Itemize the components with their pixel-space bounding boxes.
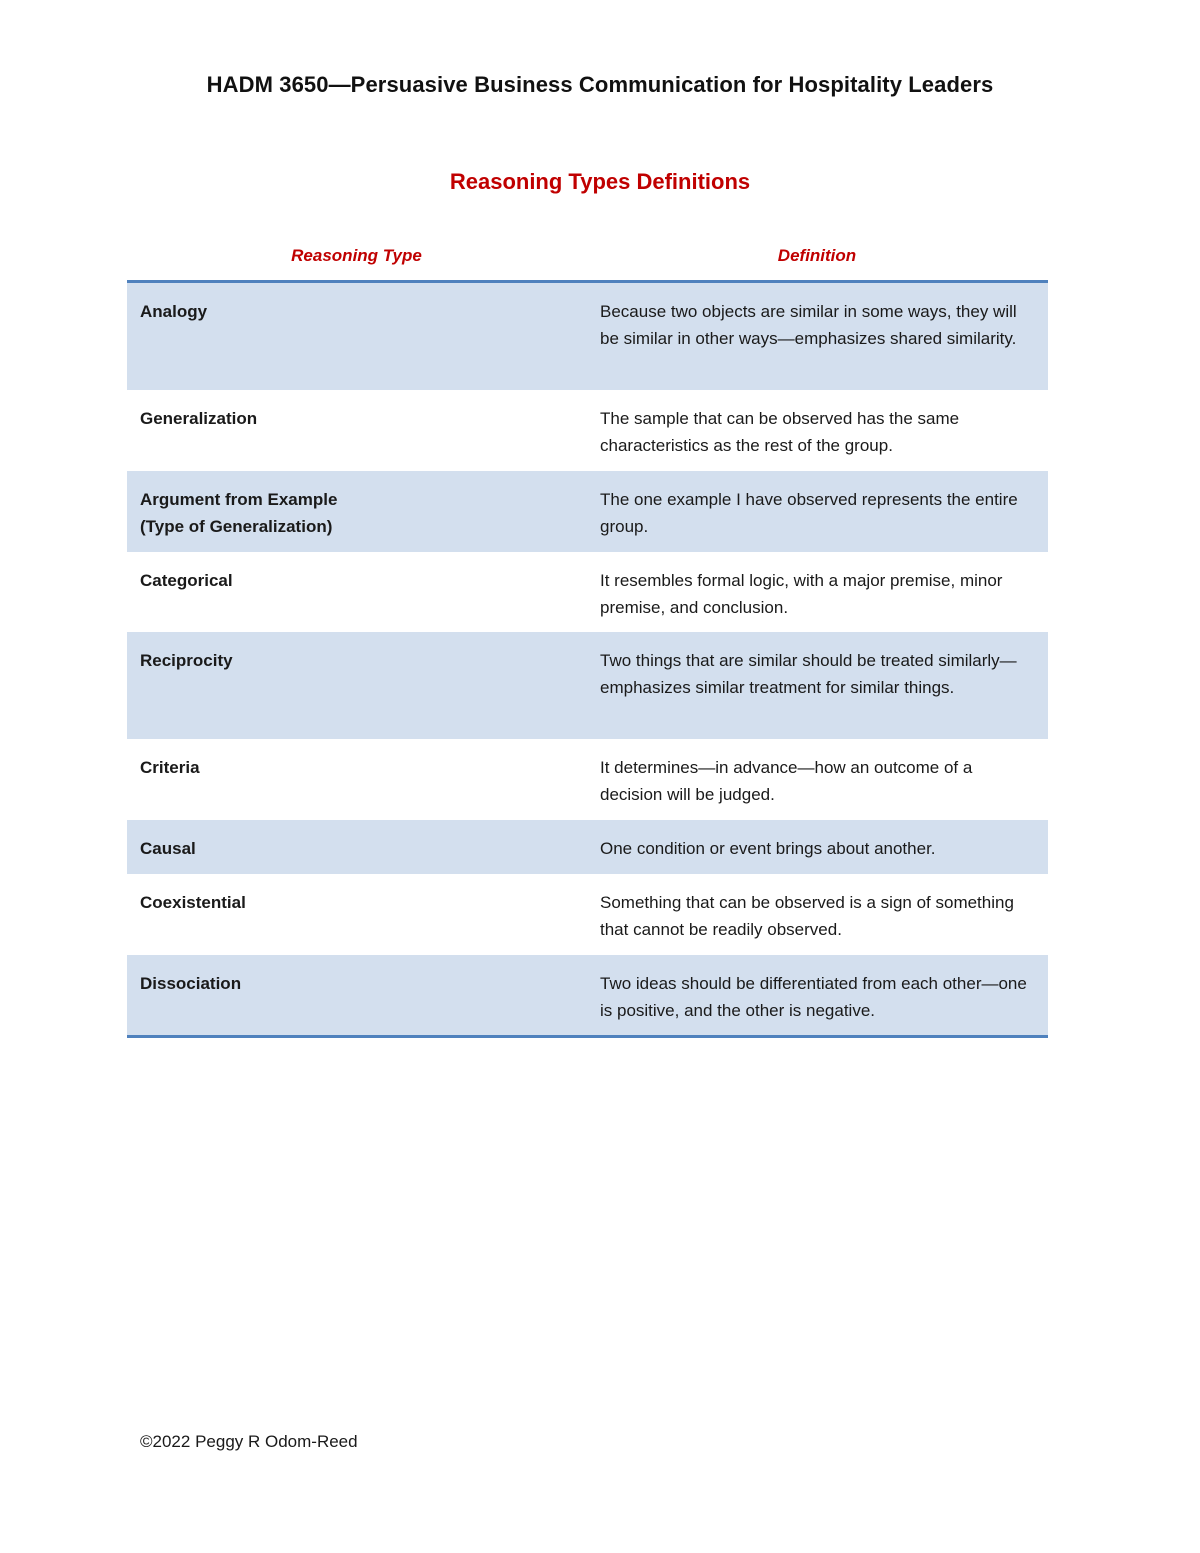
- table-row: [127, 552, 1048, 632]
- table-row: [127, 471, 1048, 552]
- reasoning-type-name: Dissociation: [140, 974, 242, 993]
- document-title: HADM 3650—Persuasive Business Communication for Hospitality Leaders: [206, 72, 994, 97]
- column-header-reasoning-type: Reasoning Type: [127, 232, 586, 282]
- copyright-footer: ©2022 Peggy R Odom-Reed: [140, 1432, 358, 1451]
- definition-cell: The one example I have observed represents the entire group.: [586, 471, 1048, 552]
- definition-cell: It determines—in advance—how an outcome of a decision will be judged.: [600, 758, 973, 804]
- reasoning-type-cell: [127, 632, 586, 739]
- column-header-definition: Definition: [586, 232, 1048, 282]
- definition-cell: Two ideas should be differentiated from each other—one is positive, and the other is negative.: [586, 955, 1048, 1037]
- reasoning-type-name: Generalization: [140, 409, 258, 428]
- section-title: Reasoning Types Definitions: [449, 169, 751, 194]
- table-header-row: [127, 232, 1048, 282]
- reasoning-type-name: Criteria: [140, 758, 200, 777]
- reasoning-type-cell: [127, 552, 586, 632]
- reasoning-type-name: Coexistential: [140, 893, 246, 912]
- definition-cell: It resembles formal logic, with a major premise, minor premise, and conclusion.: [600, 571, 1003, 617]
- definition-cell: Because two objects are similar in some ways, they will be similar in other ways—emphasizes shared similarity.: [586, 282, 1048, 391]
- reasoning-type-cell: [127, 739, 586, 820]
- table-row: [127, 820, 1048, 874]
- definition-cell: One condition or event brings about another.: [586, 820, 1048, 874]
- table-row: [127, 955, 1048, 1037]
- reasoning-type-name: Reciprocity: [140, 651, 233, 670]
- reasoning-types-table: [127, 232, 1048, 1038]
- reasoning-type-name: Argument from Example: [140, 490, 338, 509]
- reasoning-type-cell: [127, 282, 586, 391]
- table-row: [127, 739, 1048, 820]
- reasoning-type-name: Causal: [140, 839, 196, 858]
- reasoning-type-name: Categorical: [140, 571, 233, 590]
- reasoning-type-cell: [127, 820, 586, 874]
- definition-cell: Two things that are similar should be treated similarly—emphasizes similar treatment for similar things.: [586, 632, 1048, 739]
- table-row: [127, 632, 1048, 739]
- reasoning-type-cell: [127, 874, 586, 955]
- table-row: [127, 874, 1048, 955]
- table-row: [127, 390, 1048, 471]
- reasoning-type-subtitle: (Type of Generalization): [140, 516, 333, 536]
- definition-cell: The sample that can be observed has the same characteristics as the rest of the group.: [600, 409, 960, 455]
- reasoning-type-name: Analogy: [140, 302, 208, 321]
- table-row: [127, 282, 1048, 391]
- reasoning-type-cell: [127, 390, 586, 471]
- reasoning-type-cell: [127, 955, 586, 1037]
- reasoning-type-cell: [127, 471, 586, 552]
- definition-cell: Something that can be observed is a sign of something that cannot be readily observed.: [600, 893, 1014, 939]
